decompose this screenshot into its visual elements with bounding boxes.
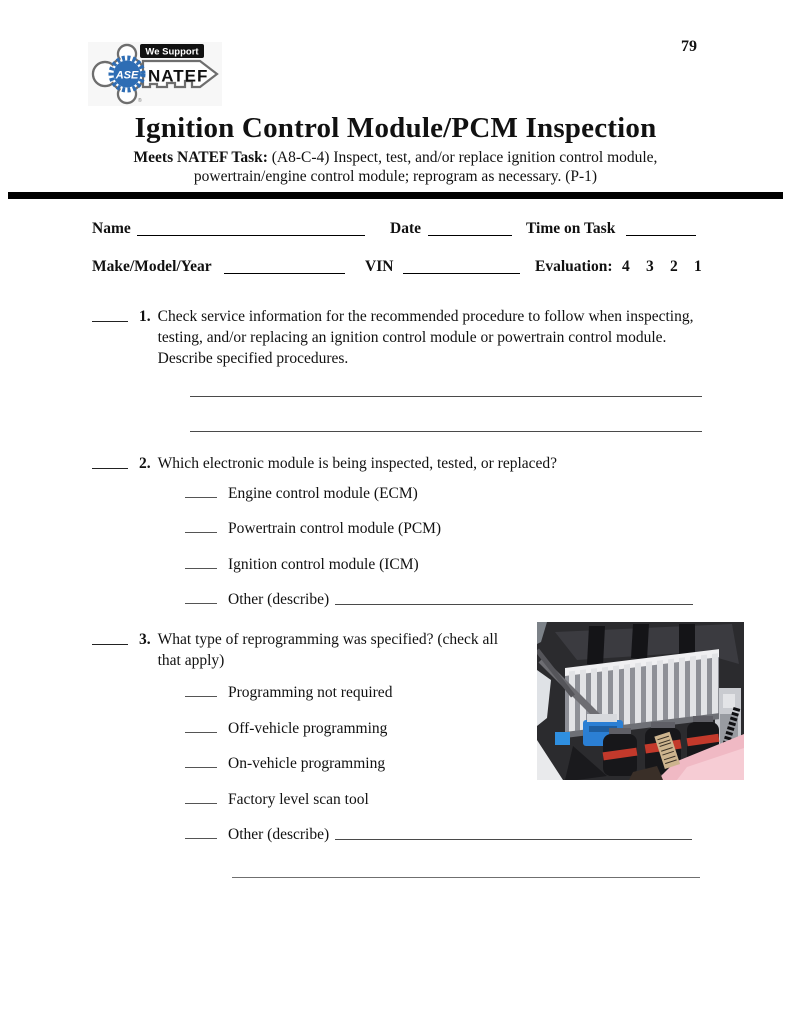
option-label: Other (describe)	[228, 826, 330, 843]
checkbox-blank[interactable]	[185, 838, 217, 839]
option-row	[185, 590, 693, 609]
make-model-year-field[interactable]	[224, 259, 345, 274]
answer-line[interactable]	[232, 877, 700, 878]
option-label: Powertrain control module (PCM)	[228, 520, 442, 537]
time-on-task-label: Time on Task	[526, 220, 616, 237]
we-support-text: We Support	[145, 46, 199, 58]
task-text: (A8-C-4) Inspect, test, and/or replace ignition control module,	[271, 149, 658, 166]
option-label: On-vehicle programming	[228, 755, 386, 772]
checkbox-blank[interactable]	[185, 568, 217, 569]
checkbox-blank[interactable]	[185, 803, 217, 804]
natef-ase-logo	[88, 42, 222, 106]
option-row	[185, 555, 419, 574]
option-label: Ignition control module (ICM)	[228, 556, 419, 573]
option-label: Other (describe)	[228, 591, 330, 608]
option-label: Programming not required	[228, 684, 393, 701]
page-number: 79	[681, 38, 697, 55]
vin-field[interactable]	[403, 259, 520, 274]
checkbox-blank[interactable]	[185, 767, 217, 768]
task-line-1	[0, 149, 791, 167]
option-row	[185, 790, 369, 809]
checkbox-blank[interactable]	[185, 603, 217, 604]
option-label: Factory level scan tool	[228, 791, 369, 808]
header-divider	[8, 192, 783, 199]
answer-line[interactable]	[190, 431, 702, 432]
evaluation-score-2[interactable]: 2	[670, 258, 678, 275]
evaluation-label: Evaluation:	[535, 258, 613, 275]
describe-line[interactable]	[335, 839, 692, 840]
option-row	[185, 484, 418, 503]
name-field[interactable]	[137, 221, 365, 236]
ase-text: ASE	[115, 69, 139, 82]
question-text: Which electronic module is being inspected, tested, or replaced?	[157, 455, 558, 472]
evaluation-score-3[interactable]: 3	[646, 258, 654, 275]
task-label: Meets NATEF Task:	[133, 149, 268, 166]
option-label: Off-vehicle programming	[228, 720, 388, 737]
score-blank[interactable]	[92, 468, 128, 469]
checkbox-blank[interactable]	[185, 732, 217, 733]
question-text: What type of reprogramming was specified? (check all that apply)	[157, 631, 499, 669]
evaluation-score-4[interactable]: 4	[622, 258, 630, 275]
score-blank[interactable]	[92, 644, 128, 645]
question-number: 2.	[139, 455, 151, 472]
page-title: Ignition Control Module/PCM Inspection	[134, 112, 657, 144]
registered-mark: ®	[138, 98, 142, 104]
date-field[interactable]	[428, 221, 512, 236]
question-number: 1.	[139, 308, 151, 325]
question-3	[92, 629, 532, 671]
make-model-year-label: Make/Model/Year	[92, 258, 212, 275]
question-text: Check service information for the recommended procedure to follow when inspecting, testing, and/or replacing an ignition control module or powertrain control module. Describe specified procedures.	[157, 308, 694, 367]
describe-line[interactable]	[335, 604, 693, 605]
checkbox-blank[interactable]	[185, 532, 217, 533]
option-row	[185, 719, 387, 738]
question-1	[92, 306, 710, 369]
date-label: Date	[390, 220, 421, 237]
vin-label: VIN	[365, 258, 394, 275]
option-row	[185, 683, 392, 702]
question-2	[92, 453, 710, 474]
checkbox-blank[interactable]	[185, 696, 217, 697]
evaluation-score-1[interactable]: 1	[694, 258, 702, 275]
task-line-2: powertrain/engine control module; reprogram as necessary. (P-1)	[193, 168, 598, 185]
option-row	[185, 754, 385, 773]
checkbox-blank[interactable]	[185, 497, 217, 498]
natef-text: NATEF	[148, 66, 209, 86]
key-logo-icon	[88, 42, 222, 106]
time-on-task-field[interactable]	[626, 221, 696, 236]
name-label: Name	[92, 220, 131, 237]
option-row	[185, 825, 692, 844]
question-number: 3.	[139, 631, 151, 648]
option-label: Engine control module (ECM)	[228, 485, 418, 502]
option-row	[185, 519, 441, 538]
score-blank[interactable]	[92, 321, 128, 322]
pcm-module-photo	[537, 622, 744, 780]
answer-line[interactable]	[190, 396, 702, 397]
